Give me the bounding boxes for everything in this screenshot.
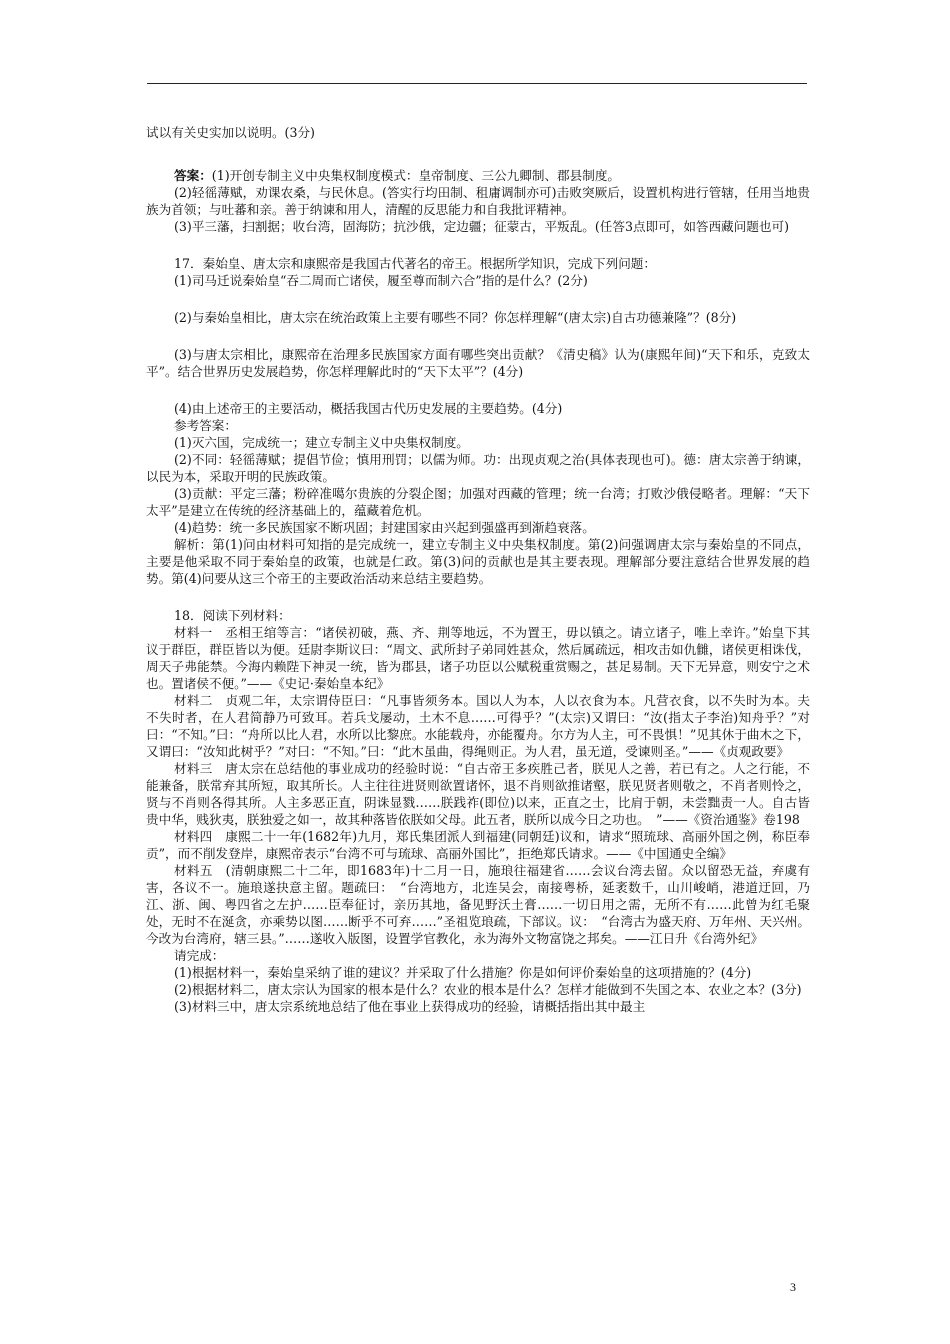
question-17-part-2: (2)与秦始皇相比，唐太宗在统治政策上主要有哪些不同？你怎样理解“(唐太宗)自古功德兼隆”？(8分) bbox=[174, 310, 737, 325]
material-1: 材料一 丞相王绾等言：“诸侯初破，燕、齐、荆等地远，不为置王，毋以镇之。请立诸子，唯上幸许。”始皇下其议于群臣，群臣皆以为便。廷尉李斯议曰：“周文、武所封子弟同姓甚众，然后属疏远，相攻击如仇雠，诸侯更相诛伐，周天子弗能禁。今海内赖陛下神灵一统，皆为郡县，诸子功臣以公赋税重赏赐之，甚足易制。天下无异意，则安宁之术也。置诸侯不便。”——《史记·秦始皇本纪》 bbox=[146, 625, 810, 691]
answer-line-2: (2)轻徭薄赋，劝课农桑，与民休息。(答实行均田制、租庸调制亦可)击败突厥后，设置机构进行管辖，任用当地贵族为首领；与吐蕃和亲。善于纳谏和用人，清醒的反思能力和自我批评精神。 bbox=[146, 185, 810, 217]
analysis-text: 解析：第(1)问由材料可知指的是完成统一，建立专制主义中央集权制度。第(2)问强调唐太宗与秦始皇的不同点，主要是他采取不同于秦始皇的政策，也就是仁政。第(3)问的贡献也是其主要表现。理解部分要注意结合世界发展的趋势。第(4)问要从这三个帝王的主要政治活动来总结主要趋势。 bbox=[146, 537, 810, 586]
task-2: (2)根据材料二，唐太宗认为国家的根本是什么？农业的根本是什么？怎样才能做到不失国之本、农业之本？(3分) bbox=[174, 982, 802, 997]
answer-label: 答案： bbox=[174, 168, 212, 183]
answer-line-1: 答案：(1)开创专制主义中央集权制度模式：皇帝制度、三公九卿制、郡县制度。 bbox=[174, 168, 621, 183]
task-3: (3)材料三中，唐太宗系统地总结了他在事业上获得成功的经验，请概括指出其中最主 bbox=[174, 999, 646, 1014]
continued-question-text: 试以有关史实加以说明。(3分) bbox=[146, 125, 315, 140]
reference-answer-label: 参考答案： bbox=[174, 418, 237, 433]
question-17-stem: 17．秦始皇、唐太宗和康熙帝是我国古代著名的帝王。根据所学知识，完成下列问题： bbox=[174, 256, 656, 271]
question-17-part-1: (1)司马迁说秦始皇“吞二周而亡诸侯，履至尊而制六合”指的是什么？(2分) bbox=[174, 273, 588, 288]
question-17-part-3: (3)与唐太宗相比，康熙帝在治理多民族国家方面有哪些突出贡献？《清史稿》认为(康熙年间)“天下和乐，克致太平”。结合世界历史发展趋势，你怎样理解此时的“天下太平”？(4分) bbox=[146, 347, 810, 379]
task-1: (1)根据材料一，秦始皇采纳了谁的建议？并采取了什么措施？你是如何评价秦始皇的这项措施的？(4分) bbox=[174, 965, 752, 980]
header-rule bbox=[147, 83, 807, 84]
page-body bbox=[146, 124, 810, 1015]
question-18-stem: 18．阅读下列材料： bbox=[174, 608, 291, 623]
material-3: 材料三 唐太宗在总结他的事业成功的经验时说：“自古帝王多疾胜己者，朕见人之善，若已有之。人之行能，不能兼备，朕常弃其所短，取其所长。人主往往进贤则欲置诸怀，退不肖则欲推诸壑，朕见贤者则敬之，不肖者则怜之，贤与不肖则各得其所。人主多恶正直，阴诛显戮……朕践祚(即位)以来，正直之士，比肩于朝，未尝黜责一人。自古皆贵中华，贱狄夷，朕独爱之如一，故其种落皆依朕如父母。此五者，朕所以成今日之功也。 ”——《资治通鉴》卷198 bbox=[146, 761, 810, 827]
material-2: 材料二 贞观二年，太宗谓侍臣曰：“凡事皆须务本。国以人为本，人以衣食为本。凡营衣食，以不失时为本。夫不失时者，在人君简静乃可致耳。若兵戈屡动，土木不息……可得乎？”(太宗)又谓曰：“汝(指太子李治)知舟乎？”对曰：“不知。”曰：“舟所以比人君，水所以比黎庶。水能载舟，亦能覆舟。尔方为人主，可不畏惧！”见其休于曲木之下，又谓曰：“汝知此树乎？”对曰：“不知。”曰：“此木虽曲，得绳则正。为人君，虽无道，受谏则圣。”——《贞观政要》 bbox=[146, 693, 810, 759]
question-17-part-4: (4)由上述帝王的主要活动，概括我国古代历史发展的主要趋势。(4分) bbox=[174, 401, 563, 416]
reference-answer-1: (1)灭六国，完成统一；建立专制主义中央集权制度。 bbox=[174, 435, 469, 450]
material-5: 材料五 (清朝康熙二十二年，即1683年)十二月一日，施琅往福建省……会议台湾去留。众以留恐无益，弃虞有害，各议不一。施琅遂抉意主留。题疏曰： “台湾地方，北连吴会，南接粤桥，延袤数千，山川峻峭，港道迂回，乃江、浙、闽、粤四省之左护……臣奉征讨，亲历其地，备见野沃土膏……一切日用之需，无所不有……此曾为红毛聚处，无时不在涎贪，亦乘势以图……断乎不可弃……”圣祖览琅疏，下部议。议： “台湾古为盛天府、万年州、天兴州。今改为台湾府，辖三县。”……遂收入版图，设置学官教化，永为海外文物富饶之邦矣。——江日升《台湾外纪》 bbox=[146, 863, 810, 946]
answer-line-3: (3)平三藩，扫割据；收台湾，固海防；抗沙俄，定边疆；征蒙古，平叛乱。(任答3点即可，如答西藏问题也可) bbox=[174, 219, 789, 234]
reference-answer-3: (3)贡献：平定三藩；粉碎准噶尔贵族的分裂企图；加强对西藏的管理；统一台湾；打败沙俄侵略者。理解：“天下太平”是建立在传统的经济基础上的，蕴藏着危机。 bbox=[146, 486, 810, 518]
task-prompt: 请完成： bbox=[174, 948, 225, 963]
material-4: 材料四 康熙二十一年(1682年)九月，郑氏集团派人到福建(同朝廷)议和，请求“照琉球、高丽外国之例，称臣奉贡”，而不削发登岸，康熙帝表示“台湾不可与琉球、高丽外国比”，拒绝郑氏请求。——《中国通史全编》 bbox=[146, 829, 810, 861]
reference-answer-4: (4)趋势：统一多民族国家不断巩固；封建国家由兴起到强盛再到渐趋衰落。 bbox=[174, 520, 595, 535]
reference-answer-2: (2)不同：轻徭薄赋；提倡节俭；慎用刑罚；以儒为师。功：出现贞观之治(具体表现也可)。德：唐太宗善于纳谏，以民为本，采取开明的民族政策。 bbox=[146, 452, 810, 484]
page-number: 3 bbox=[790, 1280, 796, 1294]
